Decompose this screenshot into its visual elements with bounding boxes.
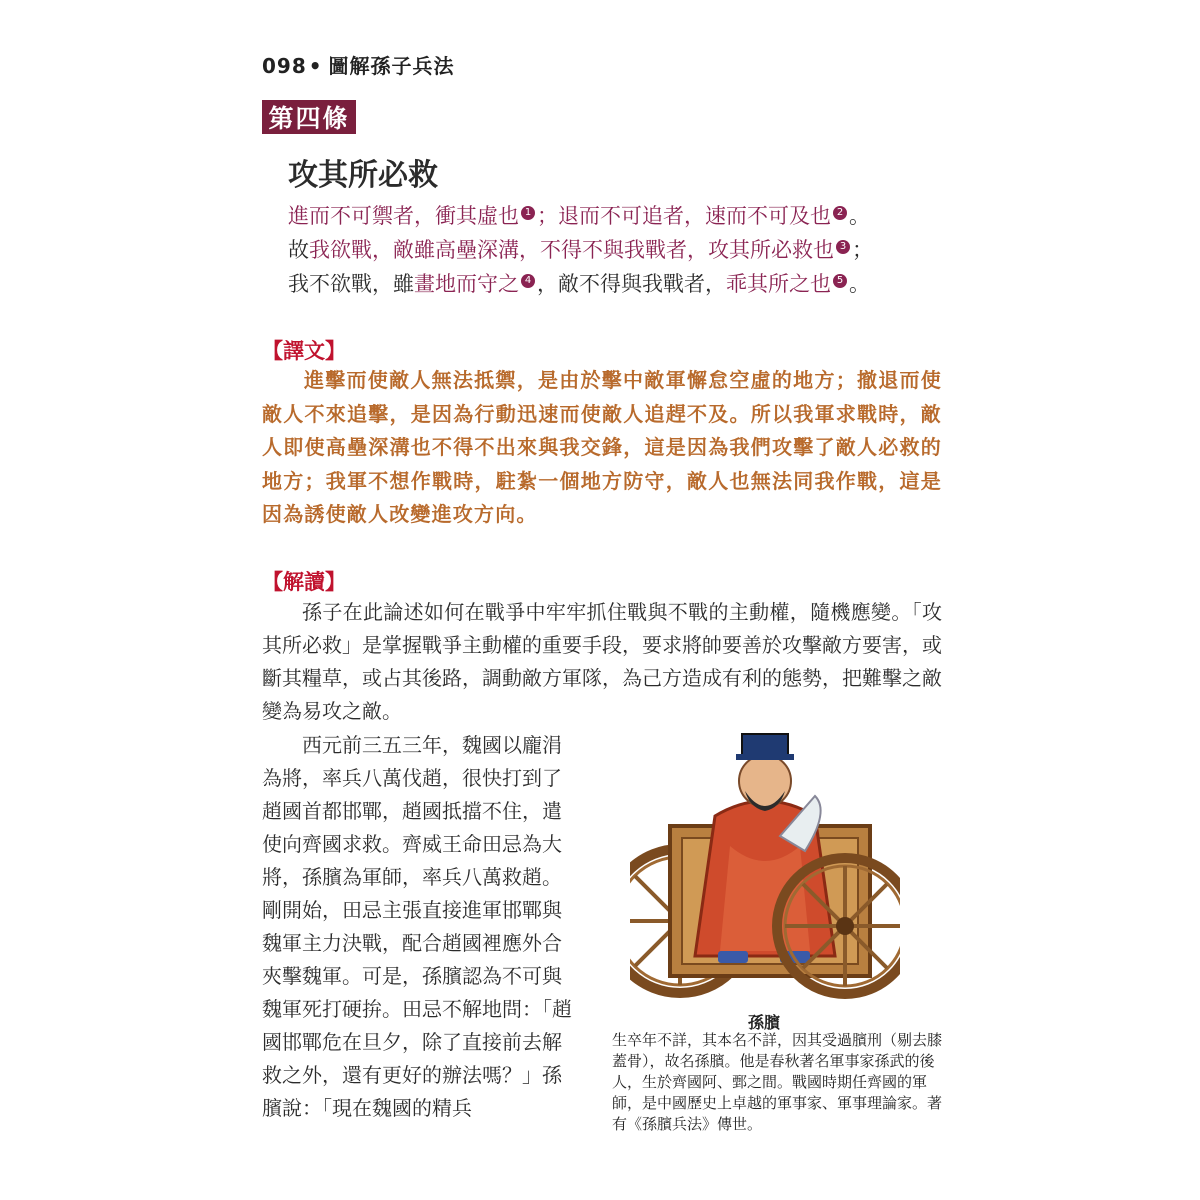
book-title: 圖解孫子兵法 [328,54,455,78]
caption-name: 孫臏 [748,1013,781,1032]
section-badge: 第四條 [262,100,356,134]
page-header [262,50,455,79]
story-paragraph: 西元前三五三年，魏國以龐涓為將，率兵八萬伐趙，很快打到了趙國首都邯鄲，趙國抵擋不住，遣使向齊國求救。齊威王命田忌為大將，孫臏為軍師，率兵八萬救趙。剛開始，田忌主張直接進軍邯鄲與魏軍主力決戰，配合趙國裡應外合夾擊魏軍。可是，孫臏認為不可與魏軍死打硬拚。田忌不解地問：「趙國邯鄲危在旦夕，除了直接前去解救之外，還有更好的辦法嗎？」孫臏說：「現在魏國的精兵 [262,733,572,1120]
verse-line-3 [288,268,870,298]
translation-paragraph: 進擊而使敵人無法抵禦，是由於擊中敵軍懈怠空虛的地方；撤退而使敵人不來追擊，是因為行動迅速而使敵人追趕不及。所以我軍求戰時，敵人即使高壘深溝也不得不出來與我交鋒，這是因為我們攻擊了敵人必救的地方；我軍不想作戰時，駐紮一個地方防守，敵人也無法同我作戰，這是因為誘使敵人改變進攻方向。 [262,368,942,526]
verse-line-2 [288,234,873,264]
verse-text: 。 [849,272,870,296]
verse-text: 故 [288,238,309,262]
verse-line-1 [288,200,870,230]
translation-label: 【譯文】 [262,338,346,363]
bullet-icon: • [308,54,323,78]
footnote-marker: 3 [836,240,850,254]
interpretation-paragraph: 孫子在此論述如何在戰爭中牢牢抓住戰與不戰的主動權，隨機應變。「攻其所必救」是掌握戰爭主動權的重要手段，要求將帥要善於攻擊敵方要害，或斷其糧草，或占其後路，調動敵方軍隊，為己方造成有利的態勢，把難擊之敵變為易攻之敵。 [262,600,942,723]
sun-bin-chariot-illustration [630,726,900,1016]
verse-text: ； [852,238,873,262]
caption-text: 生卒年不詳，其本名不詳，因其受過臏刑（剔去膝蓋骨），故名孫臏。他是春秋著名軍事家孫武的後人，生於齊國阿、鄄之間。戰國時期任齊國的軍師，是中國歷史上卓越的軍事家、軍事理論家。著有《孫臏兵法》傳世。 [612,1031,943,1133]
footnote-marker: 1 [521,206,535,220]
verse-text: 。 [849,204,870,228]
story-text [262,729,574,1125]
verse-text: 乖其所之也 [726,272,831,296]
footnote-marker: 2 [833,206,847,220]
verse-text: 我不欲戰，雖 [288,272,414,296]
translation-text [262,364,942,532]
footnote-marker: 5 [833,274,847,288]
verse-text: ，敵不得與我戰者， [537,272,726,296]
interpretation-label: 【解讀】 [262,569,346,594]
interpretation-text [262,596,942,728]
head [739,755,791,807]
footnote-marker: 4 [521,274,535,288]
page-number: 098 [262,54,307,78]
verse-text: 畫地而守之 [414,272,519,296]
verse-text: 進而不可禦者，衝其虛也 [288,204,519,228]
verse-text: 我欲戰，敵雖高壘深溝，不得不與我戰者，攻其所必救也 [309,238,834,262]
section-title: 攻其所必救 [288,158,438,193]
verse-text: ；退而不可追者，速而不可及也 [537,204,831,228]
